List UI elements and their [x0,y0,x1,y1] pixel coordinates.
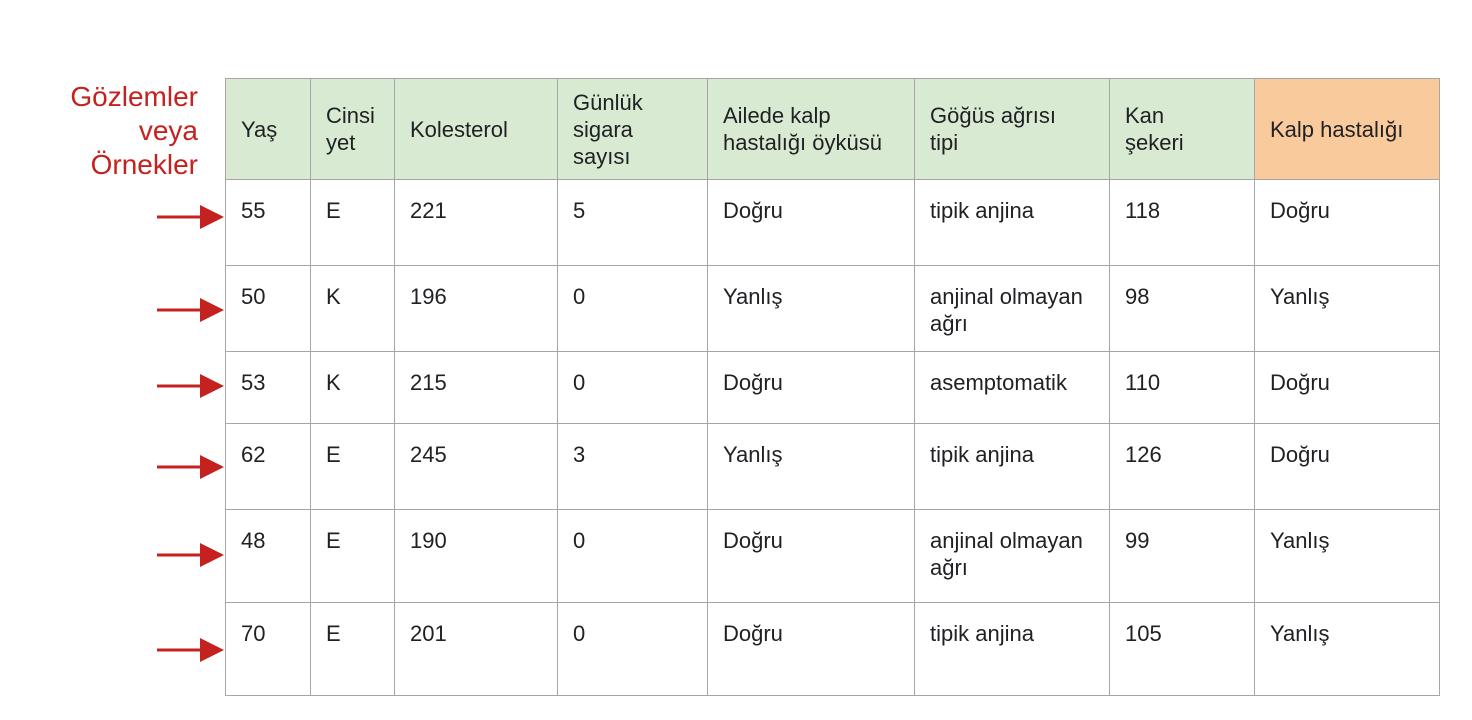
cell-heart-disease: Yanlış [1255,266,1440,352]
cell-blood-sugar: 126 [1110,424,1255,510]
cell-sex: K [311,352,395,424]
table-row [226,266,1440,352]
cell-cholesterol: 201 [395,603,558,696]
cell-sex: E [311,510,395,603]
observations-label [20,80,198,182]
cell-family-history: Doğru [708,352,915,424]
cell-cigarettes: 0 [558,352,708,424]
cell-heart-disease: Doğru [1255,424,1440,510]
cell-cigarettes: 0 [558,603,708,696]
header-sex: Cinsi yet [311,79,395,180]
cell-blood-sugar: 110 [1110,352,1255,424]
cell-cigarettes: 3 [558,424,708,510]
cell-cigarettes: 5 [558,180,708,266]
cell-heart-disease: Yanlış [1255,603,1440,696]
cell-blood-sugar: 98 [1110,266,1255,352]
header-chest-pain: Göğüs ağrısı tipi [915,79,1110,180]
table-row [226,603,1440,696]
table-row [226,180,1440,266]
cell-family-history: Yanlış [708,266,915,352]
cell-cholesterol: 190 [395,510,558,603]
header-blood-sugar: Kan şekeri [1110,79,1255,180]
table-row [226,424,1440,510]
header-heart-disease: Kalp hastalığı [1255,79,1440,180]
cell-blood-sugar: 118 [1110,180,1255,266]
table-row [226,510,1440,603]
observations-label-line-3: Örnekler [90,149,198,180]
cell-chest-pain: asemptomatik [915,352,1110,424]
cell-age: 62 [226,424,311,510]
cell-sex: E [311,180,395,266]
cell-blood-sugar: 99 [1110,510,1255,603]
cell-heart-disease: Doğru [1255,180,1440,266]
cell-heart-disease: Doğru [1255,352,1440,424]
table-row [226,352,1440,424]
cell-blood-sugar: 105 [1110,603,1255,696]
cell-age: 70 [226,603,311,696]
header-cholesterol: Kolesterol [395,79,558,180]
cell-sex: K [311,266,395,352]
cell-age: 53 [226,352,311,424]
header-age: Yaş [226,79,311,180]
cell-cholesterol: 215 [395,352,558,424]
cell-cholesterol: 196 [395,266,558,352]
cell-chest-pain: tipik anjina [915,424,1110,510]
cell-family-history: Doğru [708,603,915,696]
header-family-history: Ailede kalp hastalığı öyküsü [708,79,915,180]
cell-age: 50 [226,266,311,352]
cell-age: 55 [226,180,311,266]
cell-cholesterol: 245 [395,424,558,510]
cell-chest-pain: tipik anjina [915,180,1110,266]
observations-label-line-1: Gözlemler [70,81,198,112]
cell-cigarettes: 0 [558,266,708,352]
cell-cigarettes: 0 [558,510,708,603]
cell-chest-pain: anjinal olmayan ağrı [915,266,1110,352]
observations-label-line-2: veya [138,115,198,146]
cell-family-history: Doğru [708,510,915,603]
cell-family-history: Doğru [708,180,915,266]
cell-cholesterol: 221 [395,180,558,266]
cell-heart-disease: Yanlış [1255,510,1440,603]
cell-age: 48 [226,510,311,603]
cell-chest-pain: anjinal olmayan ağrı [915,510,1110,603]
heart-disease-table [225,78,1440,696]
header-row [226,79,1440,180]
header-cigarettes: Günlük sigara sayısı [558,79,708,180]
cell-chest-pain: tipik anjina [915,603,1110,696]
cell-sex: E [311,424,395,510]
cell-family-history: Yanlış [708,424,915,510]
cell-sex: E [311,603,395,696]
